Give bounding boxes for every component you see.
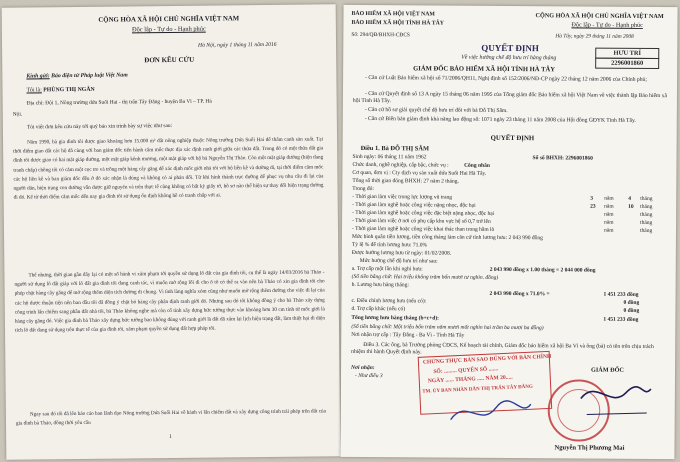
- basis-3: - Căn cứ hồ sơ giải quyết chế độ hưu trí đối với bà Đỗ Thị Sâm.: [364, 106, 508, 114]
- address-line-1: Địa chỉ: Đội 1, Nông trường dứa Suối Hai - thị trấn Tây Đằng - huyện Ba Vì – TP. Hà: [26, 98, 212, 107]
- recipients-label: Nơi nhận:: [351, 364, 375, 372]
- decision-subtitle: Về việc hưởng chế độ hưu trí hàng tháng: [461, 54, 557, 62]
- service-row-cell: 4: [628, 195, 632, 202]
- recipient-label: Kính gửi:: [26, 73, 50, 80]
- organization: Cơ quan, đơn vị : Cty dịch vụ sản xuất dứa Suối Hai Hà Tây.: [352, 169, 487, 177]
- left-header: [2, 14, 336, 65]
- service-row-cell: 23: [590, 203, 596, 210]
- motto: Độc lập - Tự do - Hạnh phúc: [131, 25, 206, 34]
- recipient-line: [26, 72, 127, 79]
- address-line-2: Nội.: [12, 111, 23, 118]
- director-signature: [581, 386, 651, 399]
- recipients-item: - Như điều 3: [354, 372, 383, 380]
- payment-place: Nơi nhận trợ cấp : Tây Đằng - Ba Vì - Tỉnh Hà Tây: [351, 331, 465, 339]
- monthly-pension-calc: 2 043 990 đồng x 71.0% =: [489, 290, 550, 298]
- code-box: 2296001860: [595, 58, 659, 69]
- recipient-value: Báo điện tử Pháp luật Việt Nam: [51, 72, 128, 80]
- document-number: Số: 294/QĐ/BHXH-CĐCS: [351, 31, 410, 39]
- adjustment-value: 0 đồng: [623, 299, 640, 306]
- service-row-cell: tháng: [640, 195, 653, 203]
- agency-line-2: BẢO HIỂM XÃ HỘI TỈNH HÀ TÂY: [351, 19, 445, 27]
- job-label: Chức danh, nghề nghiệp, cấp bậc, chức vụ :: [352, 161, 449, 169]
- page-number: 1: [169, 434, 172, 441]
- place-date: Hà Nội, ngày 1 tháng 11 năm 2016: [198, 41, 277, 49]
- service-row-cell: - Thời gian làm nghề hoặc công việc đặc biệt nặng nhọc, độc hại: [352, 209, 495, 217]
- service-row-cell: năm: [604, 211, 614, 218]
- lump-sum-label: a. Trợ cấp một lần khi nghỉ hưu:: [351, 265, 423, 273]
- social-insurance-number: Số sổ BHXH: 2296001860: [532, 155, 593, 162]
- intro-line: Tôi viết đơn kêu cứu này tới quý báo xin trình bày sự việc như sau:: [26, 122, 173, 131]
- stamp-date: NGÀY ...... THÁNG ..... NĂM 20.....: [427, 374, 513, 385]
- article-3: Điều 3. Các ông, bà Trưởng phòng CĐCS, Kế hoạch tài chính, Giám đốc bảo hiểm xã hội Ba Vì và ông (bà) có tên trên chịu trách nhiệm thi hành Quyết định này.: [351, 341, 654, 356]
- adjustment-label: c. Điều chỉnh lương hưu (nếu có):: [351, 297, 427, 305]
- doc-title: ĐƠN KÊU CỨU: [144, 55, 195, 65]
- petitioner-name: PHÙNG THỊ NGÂN: [43, 86, 95, 94]
- service-row-cell: - Thời gian làm việc ở nơi có phụ cấp khu vực hệ số 0,7 trở lên: [352, 217, 491, 225]
- service-row-cell: - Thời gian làm nghề hoặc công việc nặng nhọc, độc hại: [352, 201, 476, 209]
- pension-start: Được hưởng lương hưu từ ngày: 01/02/2008.: [351, 249, 452, 257]
- total-pension-value: 1 451 233 đồng: [603, 316, 639, 323]
- paragraph-2: Thế nhưng, thời gian gần đây lại có một số hành vi xâm phạm tới quyền sử dụng lô đất của gia đình tôi, cụ thể là ngày 14/03/2016 bà Thảo - người sử dụng lô đất giáp với lô đất gia đình tôi đang canh tác, vì muốn mở rộng lối đi cho ô tô có thể ra vào nên bà Thảo có xin gia đình tôi cho phép chặt hàng cây găng để mở rộng thêm diện tích đường đi chung. Vì tình làng nghĩa xóm cũng như muốn mở rộng thêm đường cho việc đi lại của các hộ được thuận tiện nên ban đầu tôi đã đồng ý chặt bỏ hàng cây phân định ranh giới đó. Nhưng sau đó tôi không đồng ý cho bà Thảo xây dựng công trình lấn chiếm sang phần đất nhà tôi, bà Thảo không nghe mà còn cố tình xây dựng bức tường thực vào khoảng hơn 30 cm tính từ mốc giới là hàng cây găng đó. Việc gia đình bà Thảo xây dựng bức tường bao không đúng với ranh giới là đất đã xâm lại lịch hiện trạng đất, làm thiệt hại đi diện tích lô đất đang sử dụng trên thực tế của gia đình tôi, xâm phạm quyền sử dụng đất hợp pháp tôi.: [14, 269, 325, 334]
- lump-sum-words: (Số tiền bằng chữ: Hai triệu không trăm bốn mươi tư nghìn. đồng): [351, 273, 499, 281]
- paragraph-3: Ngay sau đó tôi đã lên báo cáo ban lãnh đạo Nông trường Dứa Suối Hai về hành vi lấn chiếm đất và xây dựng công trình trái phép trên đất của gia đình bà Thảo, đồng thời yêu cầu: [15, 408, 326, 427]
- monthly-pension-label: b. Lương hưu hàng tháng:: [351, 281, 409, 289]
- motto: Độc lập - Tự do - Hạnh phúc: [571, 21, 643, 29]
- service-row-cell: tháng: [639, 227, 653, 234]
- stamp-authority: TM. ỦY BAN NHÂN DÂN THỊ TRẤN TÂY ĐẰNG: [422, 384, 533, 395]
- service-row-cell: năm: [603, 227, 614, 234]
- right-document-page: [340, 5, 677, 459]
- signature-underline: [587, 413, 647, 415]
- place-date: Hà Tây, ngày 29 tháng 11 năm 2008: [555, 33, 634, 40]
- job-value: Công nhân: [464, 162, 490, 169]
- basis-4: - Căn cứ Biên bản giám định khả năng lao động số: 1071 ngày 23 tháng 11 năm 2008 của Hội đồng GĐYK Tỉnh Hà Tây.: [364, 115, 636, 124]
- total-pension-words: (Số tiền bằng chữ: Một triệu bốn trăm năm mươi mốt nghìn hai trăm ba mươi ba đồng): [351, 323, 544, 332]
- service-row-cell: 10: [628, 203, 634, 210]
- total-pension-label: Tổng lương hưu hàng tháng (b+c+d):: [351, 314, 440, 322]
- nation-title: CỘNG HÒA XÃ HỘI CHỦ NGHĨA VIỆT NAM: [98, 15, 240, 24]
- decide-heading: QUYẾT ĐỊNH: [490, 134, 535, 143]
- other-allowance-value: 0 đồng: [623, 307, 640, 314]
- job-line: [352, 162, 489, 169]
- service-row-cell: tháng: [640, 219, 653, 227]
- article-1: Điều 1. Bà ĐỖ THỊ SÂM: [360, 144, 430, 153]
- stamp-heading: CHỨNG THỰC BẢN SAO ĐÚNG VỚI BẢN CHÍNH: [422, 353, 552, 366]
- agency-line-1: BẢO HIỂM XÃ HỘI VIỆT NAM: [351, 10, 435, 18]
- service-row-cell: 3: [590, 195, 594, 202]
- service-row-cell: năm: [604, 219, 614, 226]
- stamp-number: SỐ: ......... QUYỂN SỐ .......: [433, 366, 499, 376]
- service-row-cell: tháng: [640, 211, 653, 219]
- including-label: Trong đó:: [352, 185, 374, 193]
- seal-and-signatures: [410, 367, 661, 452]
- signer-name: Nguyễn Thị Phương Mai: [554, 444, 625, 452]
- signer-title: GIÁM ĐỐC: [591, 366, 624, 374]
- petitioner-label: Tôi là:: [26, 87, 42, 94]
- calc-heading: Mức hưởng chế độ hưu trí như sau:: [359, 257, 438, 265]
- pension-rate: Tỷ lệ % để tính lương hưu: 71.0%: [351, 241, 428, 249]
- basis-1: - Căn cứ Luật Bảo hiểm xã hội số 71/2006/QH11, Nghị định số 152/2006/NĐ-CP ngày 22 tháng 12 năm 2006 của Chính phủ;: [365, 74, 647, 83]
- petitioner-line: [26, 87, 94, 94]
- round-seal-inner: [558, 389, 600, 431]
- service-row-cell: tháng: [640, 203, 653, 211]
- lump-sum-value: 2 043 990 đồng x 1.00 tháng = 2 044 000 đồng: [489, 266, 596, 274]
- other-allowance-label: d. Trợ cấp khác (nếu có): [351, 305, 406, 313]
- paragraph-1: Năm 1990, bà gia đình tôi được giao khoảng hơn 15.000 m² đất nông nghiệp thuộc Nông trường Dứa Suối Hai để thâm canh sản xuất. Tại thời điểm giao đất các hộ đã cùng với ban giám đốc tiến hành cắm mốc thực địa xác định ranh giới giữa các thửa đất. Trong đó có một thửa đất gia đình tôi được giao có hai mặt giáp đường, một mặt giáp kênh mương, một mặt giáp với hộ bà Nguyễn Thị Thảo. Còn một mặt giáp đường (hiện đang tranh chấp) chồng tôi có cắm một cọc tre và trồng một hàng cây găng để xác định mốc giới nhà tôi với hộ liền kề và đường đi, tại thời điểm cắm mốc các hộ liền kề và ban giám đốc đều ở đó xác nhận là đúng và không có ai phản đối. Từ khi hình thành trục đường để phục vụ nhu cầu đi lại của người dân, hiện trạng con đường vẫn được giữ nguyên và trên thực tế cũng không có bất kỳ giấy tờ, hồ sơ nào thể hiện sự thay đổi hiện trạng đường đi đó. Kể từ thời điểm cắm mốc đến nay gia đình tôi sử dụng ổn định không hề có tranh chấp với ai.: [13, 136, 324, 201]
- stamp-signature: [451, 400, 531, 420]
- monthly-pension-result: 1 451 233 đồng: [603, 291, 639, 298]
- type-box: HƯU TRÍ: [595, 48, 659, 59]
- director-heading: GIÁM ĐỐC BẢO HIỂM XÃ HỘI TỈNH HÀ TÂY: [413, 65, 556, 74]
- service-row-cell: năm: [604, 203, 614, 210]
- decision-title: QUYẾT ĐỊNH: [481, 42, 539, 54]
- nation-title: CỘNG HÒA XÃ HỘI CHỦ NGHĨA VIỆT NAM: [535, 12, 664, 21]
- left-document-page: [2, 4, 341, 459]
- birth-date: Sinh ngày: 06 tháng 11 năm 1962: [352, 153, 427, 161]
- total-service: Tổng số thời gian đóng BHXH: 27 năm 2 tháng.: [352, 177, 459, 185]
- service-row-cell: - Thời gian làm việc trong lực lượng vũ trang: [352, 193, 453, 201]
- average-salary: Mức bình quân tiền lương, tiền công tháng làm căn cứ tính lương hưu: 2 043 990 đồng: [351, 233, 543, 242]
- service-row-cell: năm: [604, 195, 614, 202]
- basis-2: - Căn cứ Quyết định số 13 A ngày 15 tháng 06 năm 1995 của Tổng giám đốc Bảo hiểm xã hội Việt Nam về việc thành lập Bảo hiểm xã hội Tỉnh Hà Tây.: [352, 90, 667, 105]
- service-row-cell: - Thời gian làm nghề hoặc công việc khai thác than trong hầm lò: [351, 225, 495, 233]
